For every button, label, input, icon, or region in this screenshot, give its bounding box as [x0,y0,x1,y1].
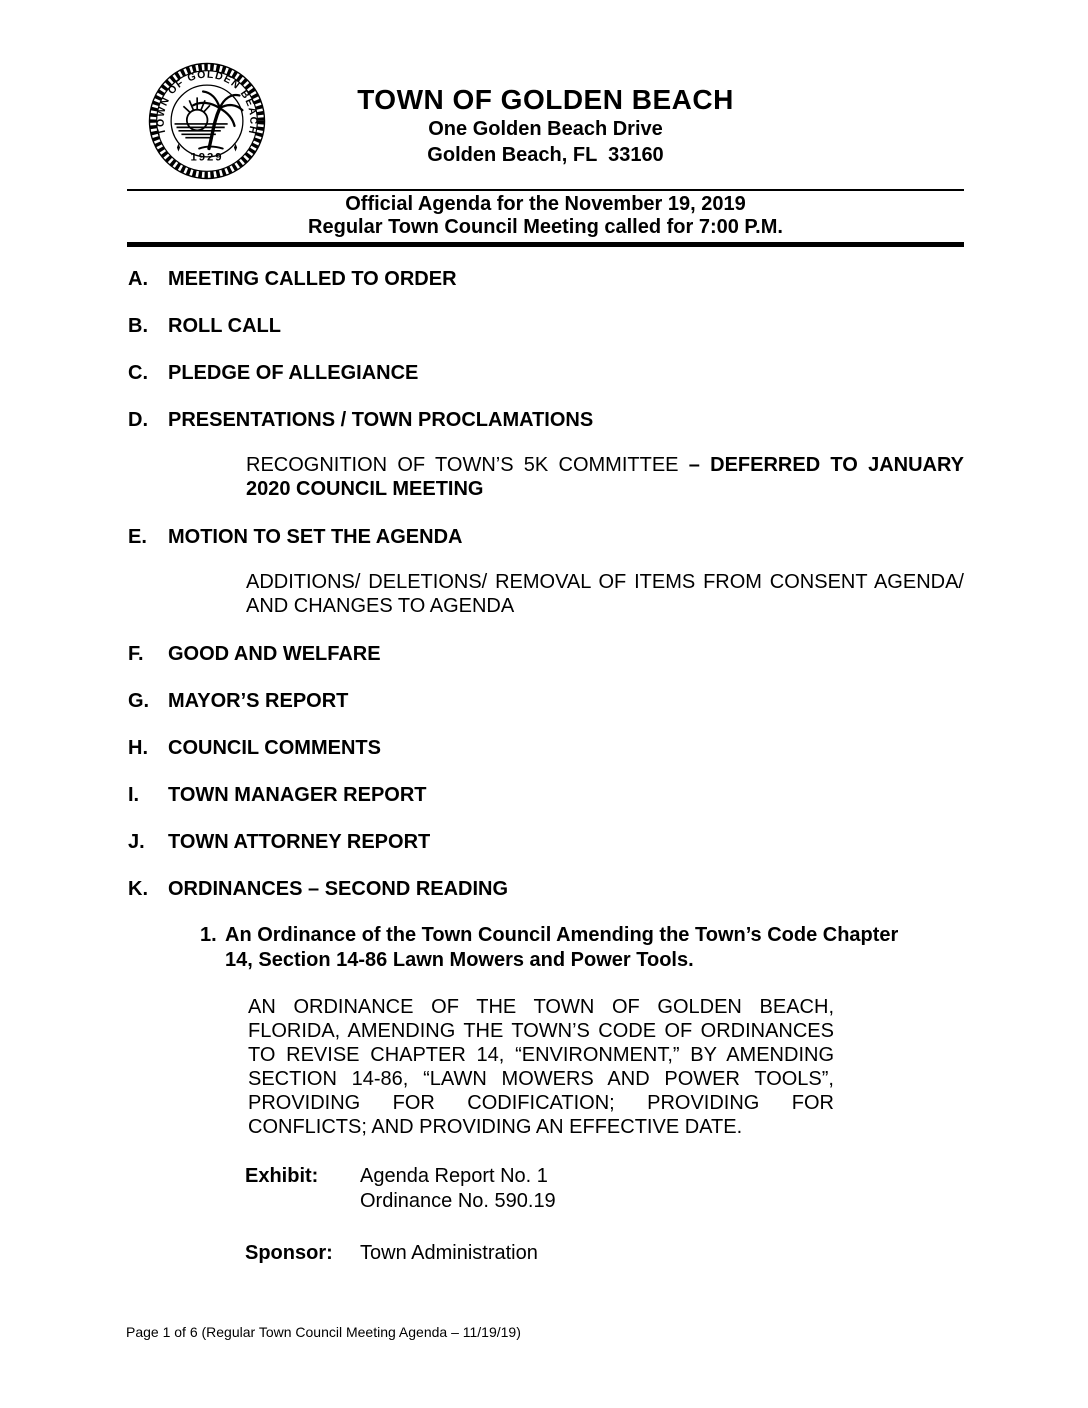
letterhead [128,84,963,168]
item-letter: C. [128,362,148,384]
page-footer: Page 1 of 6 (Regular Town Council Meeting Agenda – 11/19/19) [126,1324,521,1340]
item-letter: F. [128,643,144,665]
item-title: ORDINANCES – SECOND READING [168,878,509,900]
item-title: MEETING CALLED TO ORDER [168,268,457,290]
sponsor-row [245,1241,963,1266]
agenda-item-d [128,409,963,431]
sponsor-label: Sponsor: [245,1242,333,1264]
item-e-note: ADDITIONS/ DELETIONS/ REMOVAL OF ITEMS FROM CONSENT AGENDA/ AND CHANGES TO AGENDA [246,571,964,617]
agenda-item-h [128,737,963,759]
org-address-line1: One Golden Beach Drive [428,118,663,140]
exhibit-row [245,1164,963,1214]
divider-thick [127,242,964,247]
item-letter: I. [128,784,140,806]
item-letter: G. [128,690,150,712]
agenda-banner-line2: Regular Town Council Meeting called for 7:00 P.M. [308,216,783,238]
agenda-item-g [128,690,963,712]
agenda-item-e [128,526,963,548]
ordinance-number: 1. [200,924,217,946]
exhibit-label: Exhibit: [245,1165,319,1187]
exhibit-line1: Agenda Report No. 1 [360,1165,548,1187]
agenda-list [128,262,963,1266]
item-title: COUNCIL COMMENTS [168,737,381,759]
item-d-note-bold: – DEFERRED TO JANUARY 2020 COUNCIL MEETING [246,454,965,500]
agenda-banner [128,193,963,239]
agenda-item-i [128,784,963,806]
item-title: MOTION TO SET THE AGENDA [168,526,463,548]
item-letter: A. [128,268,148,290]
agenda-item-j [128,831,963,853]
ordinance-summary: AN ORDINANCE OF THE TOWN OF GOLDEN BEACH, FLORIDA, AMENDING THE TOWN’S CODE OF ORDINANCES TO REVISE CHAPTER 14, “ENVIRONMENT,” BY AMENDING SECTION 14-86, “LAWN MOWERS AND POWER TOOLS”, PROVIDING FOR CODIFICATION; PROVIDING FOR CONFLICTS; AND PROVIDING AN EFFECTIVE DATE. [248,996,834,1138]
item-title: MAYOR’S REPORT [168,690,349,712]
seal-year-text: 1929 [190,151,224,164]
org-address-line2: Golden Beach, FL 33160 [427,144,664,166]
item-letter: B. [128,315,148,337]
item-title: ROLL CALL [168,315,281,337]
item-letter: J. [128,831,145,853]
item-d-note [246,453,964,501]
seal-arc-text: TOWN OF GOLDEN BEACH [155,69,259,136]
agenda-item-b [128,315,963,337]
item-title: GOOD AND WELFARE [168,643,381,665]
exhibit-line2: Ordinance No. 590.19 [360,1190,556,1212]
item-letter: K. [128,878,148,900]
agenda-banner-line1: Official Agenda for the November 19, 2019 [345,193,746,215]
item-title: TOWN MANAGER REPORT [168,784,427,806]
sponsor-value: Town Administration [360,1242,538,1264]
exhibit-value [360,1164,556,1214]
org-name: TOWN OF GOLDEN BEACH [357,84,734,115]
agenda-item-f [128,643,963,665]
item-d-note-regular: RECOGNITION OF TOWN’S 5K COMMITTEE [246,454,689,476]
ordinance-item-1 [200,923,900,973]
item-letter: H. [128,737,148,759]
item-title: PRESENTATIONS / TOWN PROCLAMATIONS [168,409,594,431]
agenda-item-k [128,878,963,900]
agenda-item-a [128,268,963,290]
item-letter: E. [128,526,147,548]
item-title: PLEDGE OF ALLEGIANCE [168,362,419,384]
item-title: TOWN ATTORNEY REPORT [168,831,431,853]
item-letter: D. [128,409,148,431]
agenda-item-c [128,362,963,384]
divider-thin [127,189,964,191]
ordinance-title: An Ordinance of the Town Council Amending the Town’s Code Chapter 14, Section 14-86 Lawn Mowers and Power Tools. [225,924,899,971]
